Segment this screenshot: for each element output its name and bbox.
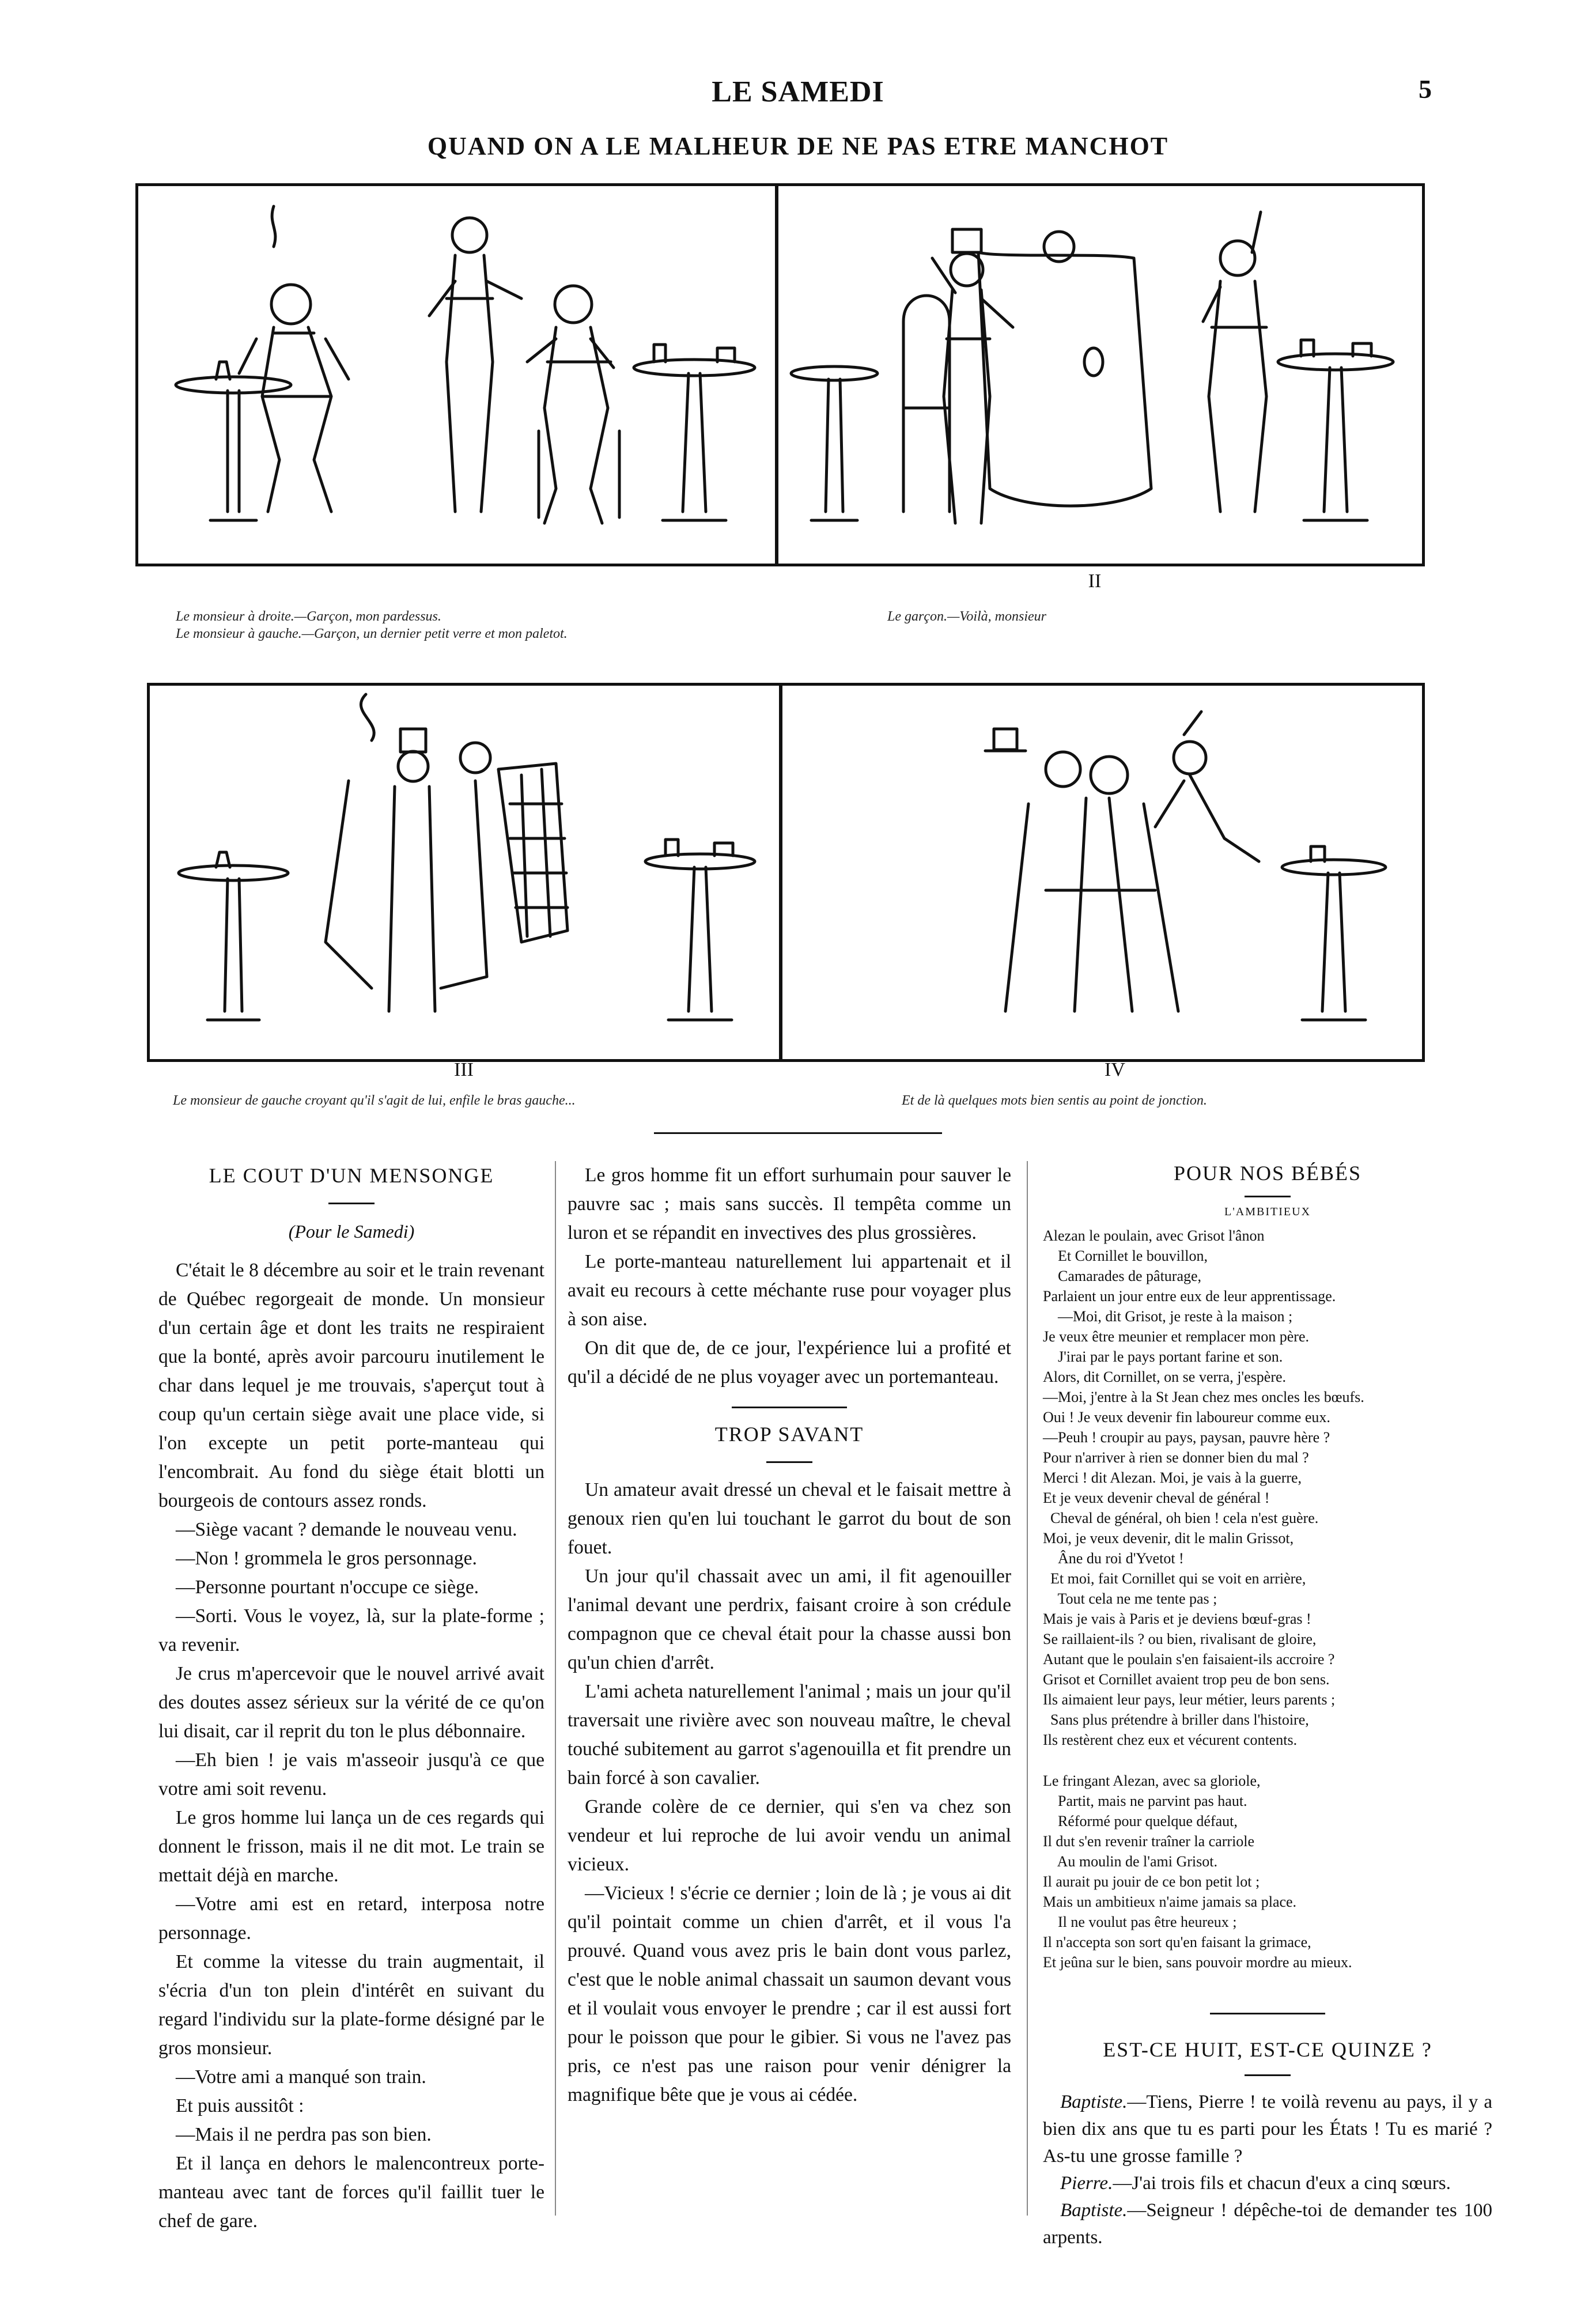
poem-line: Il dut s'en revenir traîner la carriole — [1043, 1833, 1255, 1850]
poem-line: —Moi, dit Grisot, je reste à la maison ; — [1043, 1308, 1293, 1325]
section-rule — [732, 1407, 847, 1408]
column-2 — [568, 1161, 1011, 2110]
panel-4-number: IV — [1105, 1059, 1125, 1080]
bentwood-chair — [903, 296, 950, 512]
poem-line: Se raillaient-ils ? ou bien, rivalisant de gloire, — [1043, 1631, 1317, 1647]
paragraph: —Siège vacant ? demande le nouveau venu. — [176, 1519, 517, 1540]
dialogue-text: —J'ai trois fils et chacun d'eux a cinq sœurs. — [1113, 2173, 1451, 2194]
poem-line: Mais je vais à Paris et je deviens bœuf-gras ! — [1043, 1611, 1311, 1627]
article-byline: (Pour le Samedi) — [288, 1221, 415, 1242]
title-rule — [1245, 2074, 1291, 2076]
masthead-title: LE SAMEDI — [712, 75, 884, 108]
cafe-table-right — [1282, 846, 1386, 1020]
panel-divider — [779, 683, 782, 1060]
poem-line: Moi, je veux devenir, dit le malin Grissot, — [1043, 1530, 1294, 1547]
poem-line: Le fringant Alezan, avec sa gloriole, — [1043, 1772, 1261, 1789]
flying-hat — [985, 729, 1026, 751]
seated-man-left — [239, 206, 349, 512]
article-title: POUR NOS BÉBÉS — [1173, 1162, 1362, 1185]
poem-line: Merci ! dit Alezan. Moi, je vais à la guerre, — [1043, 1469, 1302, 1486]
scuffling-men — [1005, 712, 1259, 1011]
poem-line: Âne du roi d'Yvetot ! — [1043, 1550, 1184, 1567]
paragraph: —Eh bien ! je vais m'asseoir jusqu'à ce que votre ami soit revenu. — [158, 1749, 544, 1800]
checkered-coat — [460, 743, 568, 942]
dialogue-line — [1043, 2170, 1492, 2197]
dialogue-line — [1043, 2089, 1492, 2170]
column-separator — [555, 1161, 556, 2216]
dialogue — [1043, 2089, 1492, 2251]
paragraph: Le gros homme fit un effort surhumain pour sauver le pauvre sac ; mais sans succès. Il tempêta comme un luron et se répandit en invectives des plus grossières. — [568, 1165, 1011, 1243]
column-3 — [1043, 1161, 1492, 2251]
poem-line: Il n'accepta son sort qu'en faisant la grimace, — [1043, 1934, 1311, 1950]
article-title: EST-CE HUIT, EST-CE QUINZE ? — [1103, 2038, 1432, 2061]
caption-line: Le monsieur à gauche.—Garçon, un dernier petit verre et mon paletot. — [176, 626, 568, 641]
cafe-table-left — [791, 366, 878, 520]
paragraph: On dit que de, de ce jour, l'expérience lui a profité et qu'il a décidé de ne plus voyager avec un portemanteau. — [568, 1337, 1011, 1388]
paragraph: —Non ! grommela le gros personnage. — [176, 1548, 477, 1569]
poem-line: Grisot et Cornillet avaient trop peu de bon sens. — [1043, 1671, 1330, 1688]
poem-line: Sans plus prétendre à briller dans l'histoire, — [1043, 1711, 1309, 1728]
panel-3-illustration — [153, 689, 775, 1054]
poem-line: Alors, dit Cornillet, on se verra, j'espère. — [1043, 1369, 1287, 1385]
dialogue-text: —Seigneur ! dépêche-toi de demander tes 100 arpents. — [1043, 2200, 1492, 2248]
paragraph: Le gros homme lui lança un de ces regards qui donnent le frisson, mais il ne dit mot. Le train se mettait déjà en marche. — [158, 1807, 544, 1886]
title-rule — [1245, 1196, 1291, 1197]
paragraph: —Votre ami est en retard, interposa notre personnage. — [158, 1893, 544, 1944]
poem-stanza-2 — [1043, 1771, 1492, 1972]
standing-waiter — [429, 218, 521, 512]
poem-line: Camarades de pâturage, — [1043, 1268, 1202, 1284]
paragraph: L'ami acheta naturellement l'animal ; mais un jour qu'il traversait une rivière avec son nouveau maître, le cheval touché subitement au garrot s'agenouilla et fit prendre un bain forcé à son cavalier. — [568, 1681, 1011, 1789]
poem-line: —Peuh ! croupir au pays, paysan, pauvre hère ? — [1043, 1429, 1330, 1446]
paragraph: Et puis aussitôt : — [176, 2095, 304, 2116]
poem-stanza-1 — [1043, 1226, 1492, 1750]
panel-2-caption: Le garçon.—Voilà, monsieur — [887, 609, 1046, 624]
poem-line: Mais un ambitieux n'aime jamais sa place. — [1043, 1893, 1297, 1910]
poem-line: Pour n'arriver à rien se donner bien du mal ? — [1043, 1449, 1309, 1466]
dialogue-text: —Tiens, Pierre ! te voilà revenu au pays, il y a bien dix ans que tu es parti pour les États ! Tu es marié ? As-tu une grosse famille ? — [1043, 2092, 1492, 2167]
poem-line: Ils restèrent chez eux et vécurent contents. — [1043, 1732, 1298, 1748]
page-number: 5 — [1419, 74, 1432, 104]
paragraph: —Votre ami a manqué son train. — [176, 2066, 426, 2088]
poem-line: Je veux être meunier et remplacer mon père. — [1043, 1328, 1309, 1345]
cafe-table-right — [634, 345, 755, 520]
poem-line: Au moulin de l'ami Grisot. — [1043, 1853, 1217, 1870]
poem-line: Il ne voulut pas être heureux ; — [1043, 1914, 1237, 1930]
poem-line: Alezan le poulain, avec Grisot l'ânon — [1043, 1227, 1265, 1244]
panel-4-illustration — [786, 689, 1413, 1054]
article-title: LE COUT D'UN MENSONGE — [209, 1164, 494, 1187]
poem-line: Et moi, fait Cornillet qui se voit en arrière, — [1043, 1570, 1306, 1587]
paragraph: Un jour qu'il chassait avec un ami, il fit agenouiller l'animal devant une perdrix, faisant croire à son crédule compagnon que ce cheval était pour la chasse aussi bon qu'un chien d'arrêt. — [568, 1566, 1011, 1673]
poem-line: Il aurait pu jouir de ce bon petit lot ; — [1043, 1873, 1260, 1890]
seated-man-right — [527, 286, 619, 523]
poem-line: Et jeûna sur le bien, sans pouvoir mordre au mieux. — [1043, 1954, 1352, 1971]
panel-2-number: II — [1088, 570, 1102, 592]
paragraph: —Mais il ne perdra pas son bien. — [176, 2124, 432, 2145]
speaker: Pierre. — [1060, 2173, 1113, 2194]
paragraph: Le porte-manteau naturellement lui appartenait et il avait eu recours à cette méchante ruse pour voyager plus à son aise. — [568, 1251, 1011, 1330]
poem-line: Partit, mais ne parvint pas haut. — [1043, 1793, 1247, 1809]
paragraph: Et comme la vitesse du train augmentait, il s'écria d'un ton plein d'intérêt en suivant du regard l'individu sur la plate-forme désigné par le gros monsieur. — [158, 1951, 544, 2059]
waiter-holding-coat — [978, 232, 1151, 506]
paragraph: C'était le 8 décembre au soir et le train revenant de Québec regorgeait de monde. Un monsieur d'un certain âge et dont les traits ne respiraient que la bonté, après avoir parcouru inutilement le char dans lequel je me trouvais, s'aperçut tout à coup qu'un certain siège avait une place vide, si l'on excepte un petit porte-manteau qui l'encombrait. Au fond du siège était blotti un bourgeois de contours assez ronds. — [158, 1260, 544, 1511]
paragraph: —Personne pourtant n'occupe ce siège. — [176, 1577, 479, 1598]
poem-line: J'irai par le pays portant farine et son. — [1043, 1348, 1283, 1365]
panel-4-caption: Et de là quelques mots bien sentis au point de jonction. — [902, 1093, 1207, 1108]
poem-line: Réformé pour quelque défaut, — [1043, 1813, 1238, 1829]
section-rule — [1210, 2013, 1325, 2014]
poem-line: Autant que le poulain s'en faisaient-ils accroire ? — [1043, 1651, 1335, 1668]
poem-line: Et Cornillet le bouvillon, — [1043, 1248, 1208, 1264]
column-separator — [1027, 1161, 1028, 2216]
cafe-table-left — [179, 852, 288, 1020]
man-putting-on-coat — [1203, 212, 1266, 512]
poem-line: Parlaient un jour entre eux de leur apprentissage. — [1043, 1288, 1336, 1305]
speaker: Baptiste. — [1060, 2092, 1128, 2112]
panel-1-illustration — [141, 189, 772, 558]
poem-line: Cheval de général, oh bien ! cela n'est guère. — [1043, 1510, 1319, 1526]
paragraph: —Vicieux ! s'écrie ce dernier ; loin de là ; je vous ai dit qu'il pointait comme un chien d'arrêt, et il vous l'a prouvé. Quand vous avez pris le bain dont vous parlez, c'est que le noble animal chassait un saumon devant vous et il voulait vous envoyer le prendre ; car il est aussi fort pour le poisson que pour le gibier. Si vous ne l'avez pas pris, ce n'est pas une raison pour venir dénigrer la magnifique bête que je vous ai cédée. — [568, 1882, 1011, 2105]
paragraph: Grande colère de ce dernier, qui s'en va chez son vendeur et lui reproche de lui avoir vendu un animal vicieux. — [568, 1796, 1011, 1875]
poem-line: Oui ! Je veux devenir fin laboureur comme eux. — [1043, 1409, 1330, 1426]
section-rule — [654, 1132, 942, 1134]
paragraph: Je crus m'apercevoir que le nouvel arrivé avait des doutes assez sérieux sur la vérité de ce qu'on lui disait, car il reprit du ton le plus débonnaire. — [158, 1663, 544, 1742]
caption-line: Le monsieur à droite.—Garçon, mon pardessus. — [176, 609, 441, 624]
panel-3-number: III — [454, 1059, 474, 1080]
dialogue-line — [1043, 2197, 1492, 2251]
panel-divider — [775, 183, 778, 566]
man-with-coat-left — [326, 694, 487, 1011]
paragraph: Un amateur avait dressé un cheval et le faisait mettre à genoux rien qu'en lui touchant le garrot du bout de son fouet. — [568, 1479, 1011, 1558]
man-with-hat — [932, 229, 1013, 523]
poem-line: Et je veux devenir cheval de général ! — [1043, 1490, 1270, 1506]
paragraph: Et il lança en dehors le malencontreux porte-manteau avec tant de forces qu'il faillit tuer le chef de gare. — [158, 2153, 544, 2232]
article-title: TROP SAVANT — [714, 1423, 864, 1446]
title-rule — [328, 1203, 375, 1204]
poem-title: L'AMBITIEUX — [1224, 1205, 1311, 1218]
poem-line: Ils aimaient leur pays, leur métier, leurs parents ; — [1043, 1691, 1336, 1708]
column-1 — [158, 1161, 544, 2236]
title-rule — [766, 1461, 812, 1463]
panel-2-illustration — [782, 189, 1413, 558]
cafe-table-right — [1278, 340, 1393, 520]
cafe-table-right — [645, 840, 755, 1020]
poem-line: Tout cela ne me tente pas ; — [1043, 1590, 1217, 1607]
speaker: Baptiste. — [1060, 2200, 1128, 2221]
comic-strip-title: QUAND ON A LE MALHEUR DE NE PAS ETRE MANCHOT — [427, 132, 1169, 160]
poem-line: —Moi, j'entre à la St Jean chez mes oncles les bœufs. — [1043, 1389, 1364, 1405]
panel-1-caption — [176, 608, 781, 642]
paragraph: —Sorti. Vous le voyez, là, sur la plate-forme ; va revenir. — [158, 1605, 544, 1655]
panel-3-caption: Le monsieur de gauche croyant qu'il s'agit de lui, enfile le bras gauche... — [173, 1093, 576, 1108]
